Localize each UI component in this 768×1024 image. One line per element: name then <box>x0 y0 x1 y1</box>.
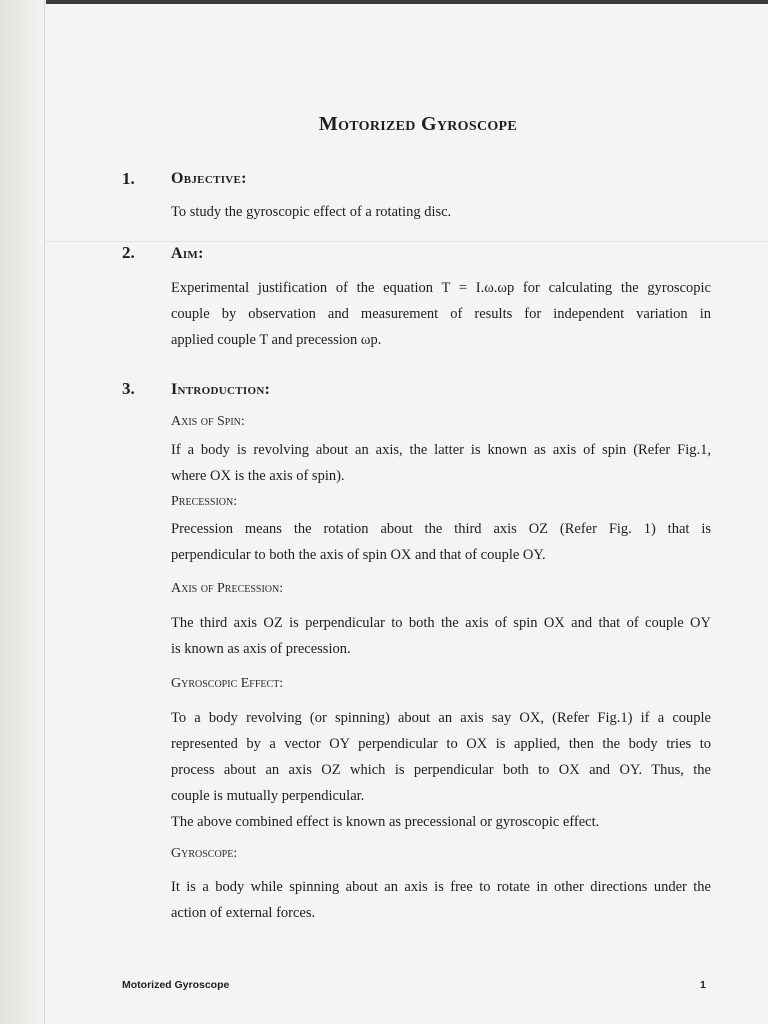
section-1-text: To study the gyroscopic effect of a rotating disc. <box>171 204 452 220</box>
subsection-gyroscope-text <box>171 874 711 926</box>
axis-of-precession-line-1: The third axis OZ is perpendicular to both the axis of spin OX and that of couple OY <box>171 615 711 631</box>
precession-line-1: Precession means the rotation about the third axis OZ (Refer Fig. 1) that is <box>171 521 711 537</box>
section-2-line-2: couple by observation and measurement of results for independent variation in <box>171 306 711 322</box>
subsection-precession-title: Precession: <box>171 494 238 509</box>
scan-binding-edge <box>44 0 45 1024</box>
subsection-axis-of-spin-title: Axis of Spin: <box>171 414 245 429</box>
gyroscopic-effect-line-5: The above combined effect is known as precessional or gyroscopic effect. <box>171 814 600 830</box>
subsection-precession-text <box>171 516 711 568</box>
axis-of-precession-line-2: is known as axis of precession. <box>171 641 351 657</box>
axis-of-spin-line-2: where OX is the axis of spin). <box>171 468 345 484</box>
axis-of-spin-line-1: If a body is revolving about an axis, the latter is known as axis of spin (Refer Fig.1, <box>171 442 711 458</box>
section-2-line-1: Experimental justification of the equation T = I.ω.ωp for calculating the gyroscopic <box>171 280 711 296</box>
section-1-heading: Objective: <box>171 170 247 187</box>
footer-page-number: 1 <box>700 979 706 991</box>
section-2-heading: Aim: <box>171 245 204 262</box>
footer-document-title: Motorized Gyroscope <box>122 979 230 991</box>
section-3-number: 3. <box>122 379 135 398</box>
gyroscopic-effect-line-4: couple is mutually perpendicular. <box>171 788 365 804</box>
gyroscopic-effect-line-2: represented by a vector OY perpendicular to OX is applied, then the body tries to <box>171 736 711 752</box>
section-2-paragraph <box>171 275 711 353</box>
gyroscope-line-2: action of external forces. <box>171 905 316 921</box>
subsection-gyroscope-title: Gyroscope: <box>171 846 238 861</box>
section-2-line-3: applied couple T and precession ωp. <box>171 332 382 348</box>
section-3-heading: Introduction: <box>171 381 271 398</box>
subsection-axis-of-precession-title: Axis of Precession: <box>171 581 284 596</box>
page-fold-line <box>46 241 768 242</box>
gyroscope-line-1: It is a body while spinning about an axis is free to rotate in other directions under the <box>171 879 711 895</box>
subsection-gyroscopic-effect-title: Gyroscopic Effect: <box>171 676 284 691</box>
subsection-gyroscopic-effect-text <box>171 705 711 835</box>
scan-top-edge <box>0 0 768 4</box>
section-1-number: 1. <box>122 169 135 188</box>
subsection-axis-of-precession-text <box>171 610 711 662</box>
gyroscopic-effect-line-1: To a body revolving (or spinning) about an axis say OX, (Refer Fig.1) if a couple <box>171 710 711 726</box>
gyroscopic-effect-line-3: process about an axis OZ which is perpendicular both to OX and OY. Thus, the <box>171 762 711 778</box>
page-title: Motorized Gyroscope <box>318 113 518 135</box>
precession-line-2: perpendicular to both the axis of spin OX and that of couple OY. <box>171 547 546 563</box>
section-2-number: 2. <box>122 243 135 262</box>
subsection-axis-of-spin-text <box>171 437 711 489</box>
scan-binding-shadow <box>0 0 46 1024</box>
